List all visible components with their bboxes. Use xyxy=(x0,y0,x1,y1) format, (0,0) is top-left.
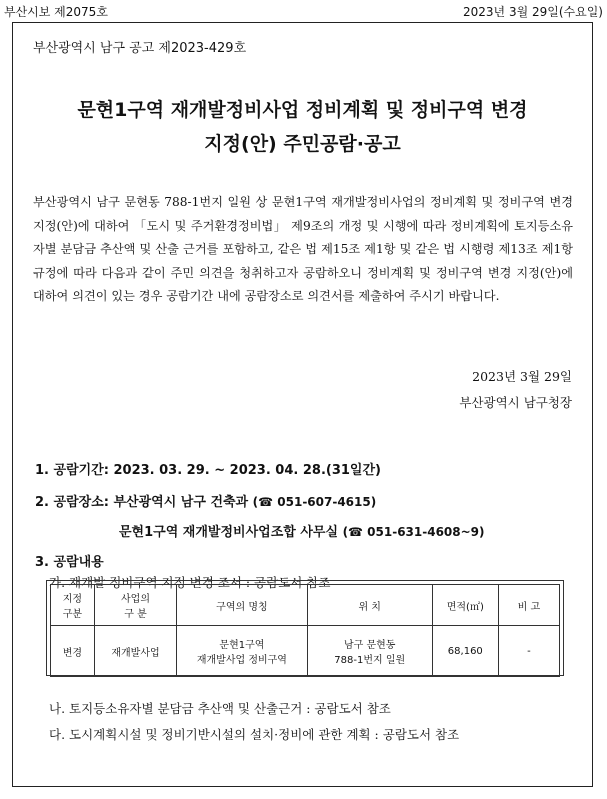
period-value: 2023. 03. 29. ~ 2023. 04. 28.(31일간) xyxy=(113,463,381,478)
place-item xyxy=(35,491,376,510)
content-label: 3. 공람내용 xyxy=(35,555,104,570)
content-sub-a: 가. 재개발 정비구역 지정 변경 조서 : 공람도서 참조 xyxy=(49,575,331,590)
cell-area: 68,160 xyxy=(432,626,498,677)
place-1: 부산광역시 남구 건축과 xyxy=(113,495,249,510)
notice-body: 부산광역시 남구 문현동 788-1번지 일원 상 문현1구역 재개발정비사업의 정비계획 및 정비구역 변경 지정(안)에 대하여 「도시 및 주거환경정비법」 제9조의 개정 및 시행에 따라 정비계획에 토지등소유자별 분담금 추산액 및 산출 근거를 포함하고, 같은 법 제15조 제1항 및 같은 법 시행령 제13조 제1항 규정에 따라 다음과 같이 주민 의견을 청취하고자 공람하오니 정비계획 및 정비구역 변경 지정(안)에 대하여 의견이 있는 경우 공람기간 내에 공람장소로 의견서를 제출하여 주시기 바랍니다. xyxy=(33,195,573,303)
notice-number: 부산광역시 남구 공고 제2023-429호 xyxy=(33,41,247,56)
place-2-item xyxy=(119,521,485,540)
publication-date: 2023년 3월 29일(수요일) xyxy=(463,5,603,19)
header-project-type: 사업의 구 분 xyxy=(94,585,176,626)
title-line-2: 지정(안) 주민공람·공고 xyxy=(204,133,401,155)
cell-zone-name: 문현1구역 재개발사업 정비구역 xyxy=(177,626,307,677)
title-line-1: 문현1구역 재개발정비사업 정비계획 및 정비구역 변경 xyxy=(77,99,528,121)
notice-date: 2023년 3월 29일 xyxy=(472,369,572,384)
period-label: 1. 공람기간: xyxy=(35,463,109,478)
place-label: 2. 공람장소: xyxy=(35,495,109,510)
notice-issuer: 부산광역시 남구청장 xyxy=(459,395,572,410)
header-area: 면적(㎡) xyxy=(432,585,498,626)
cell-project-type: 재개발사업 xyxy=(94,626,176,677)
place-2-phone: (☎ 051-631-4608~9) xyxy=(342,525,485,539)
header-location: 위 치 xyxy=(307,585,432,626)
place-1-phone: (☎ 051-607-4615) xyxy=(252,495,377,509)
header-remarks: 비 고 xyxy=(498,585,559,626)
cell-location: 남구 문현동 788-1번지 일원 xyxy=(307,626,432,677)
header-zone-name: 구역의 명칭 xyxy=(177,585,307,626)
cell-designation: 변경 xyxy=(51,626,95,677)
publication-header xyxy=(0,0,607,22)
publication-number: 부산시보 제2075호 xyxy=(4,5,108,19)
notice-title xyxy=(13,93,592,161)
content-sub-b: 나. 토지등소유자별 분담금 추산액 및 산출근거 : 공람도서 참조 xyxy=(49,701,391,716)
zone-table xyxy=(50,584,560,677)
table-row xyxy=(51,626,560,677)
period-item xyxy=(35,459,381,478)
place-2: 문현1구역 재개발정비사업조합 사무실 xyxy=(119,525,339,540)
cell-remarks: - xyxy=(498,626,559,677)
header-designation: 지정 구분 xyxy=(51,585,95,626)
table-header-row xyxy=(51,585,560,626)
content-sub-c: 다. 도시계획시설 및 정비기반시설의 설치·정비에 관한 계획 : 공람도서 참조 xyxy=(49,727,460,742)
